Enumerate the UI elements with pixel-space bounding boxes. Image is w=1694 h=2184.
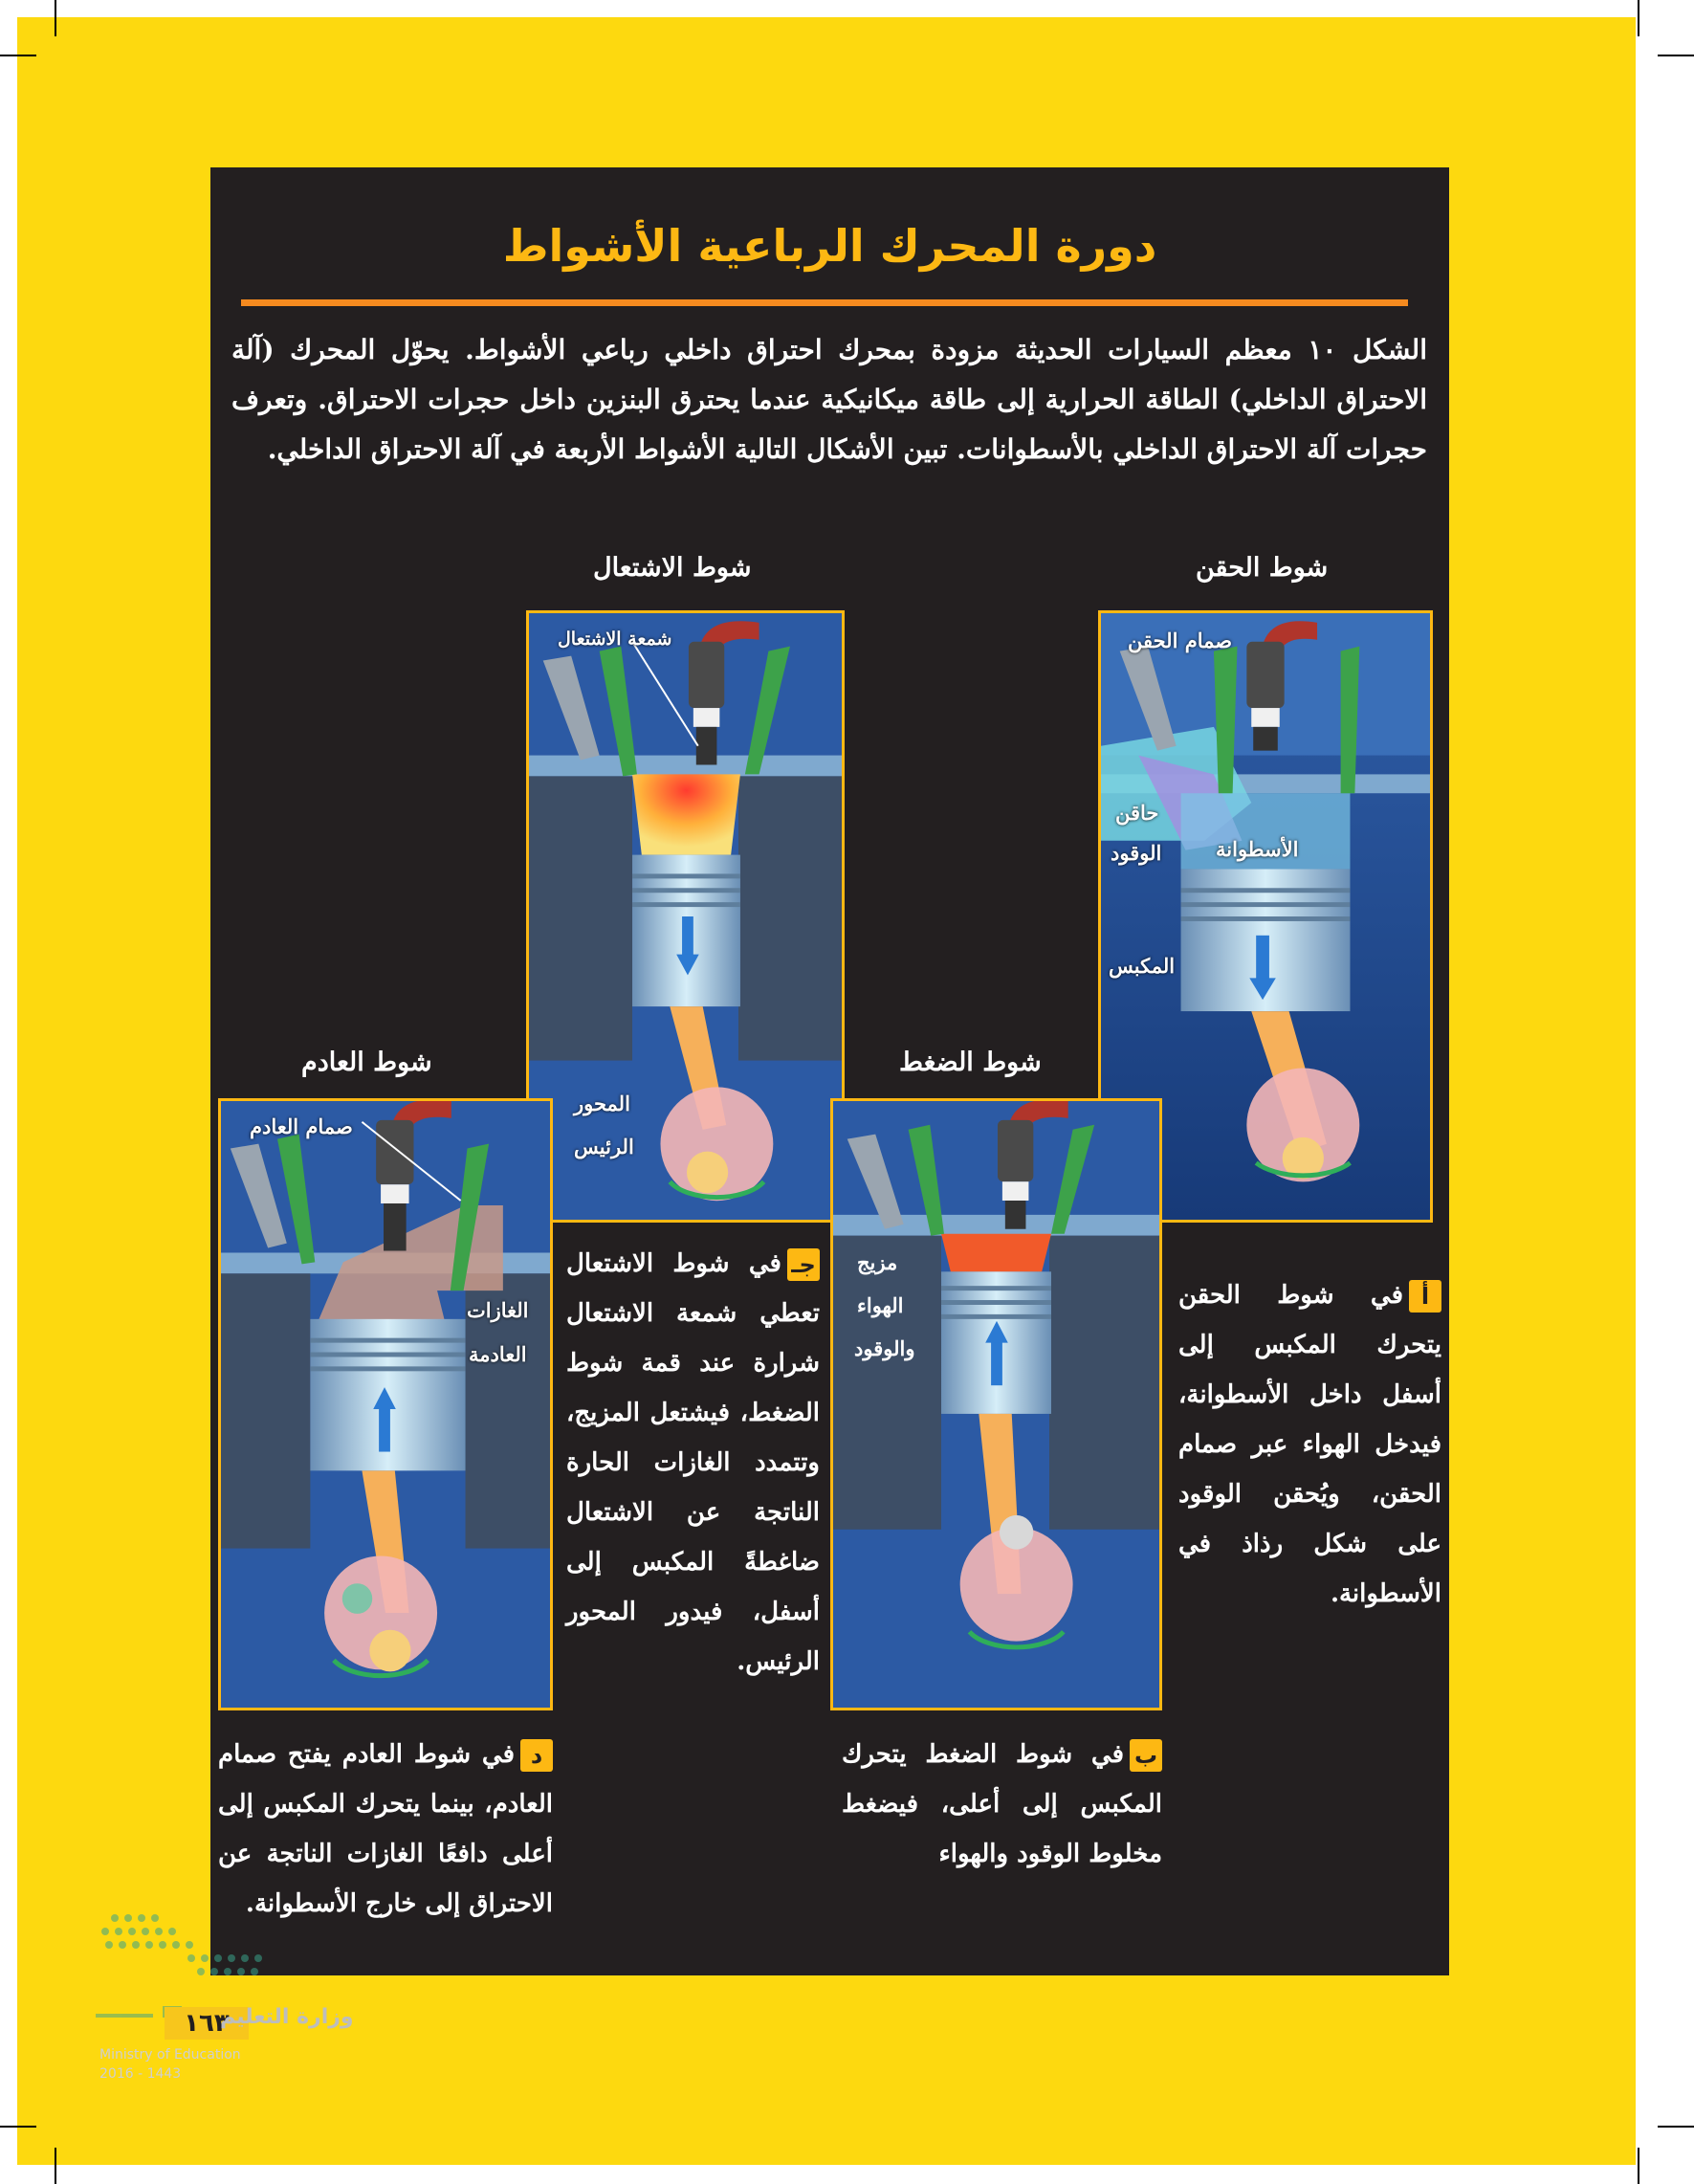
intake-caption-text: في شوط الحقن يتحرك المكبس إلى أسفل داخل الأسطوانة، فيدخل الهواء عبر صمام الحقن، ويُحقن الوقود على شكل رذاذ في الأسطوانة. [1178,1281,1441,1608]
exhaust-caption-badge: د [520,1739,553,1772]
compression-stroke-title: شوط الضغط [899,1048,1042,1077]
compression-caption-badge: ب [1130,1739,1162,1772]
crop-mark [1658,55,1694,56]
edition-year: 2016 - 1443 [99,2066,182,2082]
exhaust-engine-illustration [221,1101,550,1708]
crop-mark [1638,0,1639,36]
exhaust-stroke-diagram [218,1098,553,1710]
spark-plug-label: شمعة الاشتعال [558,629,672,650]
exhaust-caption-text: في شوط العادم يفتح صمام العادم، بينما يتحرك المكبس إلى أعلى دافعًا الغازات الناتجة عن الاحتراق إلى خارج الأسطوانة. [218,1740,553,1918]
exhaust-valve-label: صمام العادم [250,1114,353,1138]
crop-mark [1658,2126,1694,2128]
intake-stroke-title: شوط الحقن [1196,553,1329,583]
compression-stroke-diagram [830,1098,1162,1710]
intake-valve-label: صمام الحقن [1128,629,1233,652]
page-number: ١٦٣ [165,2007,249,2040]
cylinder-label: الأسطوانة [1216,837,1299,861]
power-stroke-title: شوط الاشتعال [593,553,752,583]
crop-mark [55,2148,56,2184]
power-caption-text: في شوط الاشتعال تعطي شمعة الاشتعال شرارة عند قمة شوط الضغط، فيشتعل المزيج، وتتمدد الغازات الحارة الناتجة عن الاشتعال ضاغطةً المكبس إلى أسفل، فيدور المحور الرئيس. [566,1249,820,1676]
air-fuel-mixture-label: مزيج [857,1250,898,1274]
crop-mark [0,55,36,56]
piston-label: المكبس [1109,954,1176,978]
crankshaft-label-2: الرئيس [574,1135,634,1158]
title-rule [241,299,1408,306]
crop-mark [1638,2148,1639,2184]
crop-mark [0,2126,36,2128]
compression-caption [842,1730,1162,1879]
fuel-injector-label-2: الوقود [1111,841,1162,865]
ministry-name-en: Ministry of Education [99,2047,241,2063]
compression-caption-text: في شوط الضغط يتحرك المكبس إلى أعلى، فيضغط مخلوط الوقود والهواء [842,1740,1162,1868]
power-caption [566,1239,820,1687]
exhaust-stroke-title: شوط العادم [301,1048,432,1077]
ministry-name: وزارة التعليم [220,2005,354,2029]
crop-mark [55,0,56,36]
content-panel [210,167,1449,1975]
power-caption-badge: جـ [787,1248,820,1281]
intake-caption [1178,1270,1441,1619]
page-title: دورة المحرك الرباعية الأشواط [502,220,1157,272]
intake-caption-badge: أ [1409,1280,1441,1313]
crankshaft-label: المحور [574,1092,630,1115]
compression-engine-illustration [833,1101,1159,1708]
fuel-injector-label: حاقن [1115,801,1159,825]
air-fuel-mixture-label-2: الهواء [857,1293,904,1317]
air-fuel-mixture-label-3: والوقود [854,1336,915,1360]
intro-paragraph: الشكل ١٠ معظم السيارات الحديثة مزودة بمحرك احتراق داخلي رباعي الأشواط. يحوّل المحرك (آلة الاحتراق الداخلي) الطاقة الحرارية إلى طاقة ميكانيكية عندما يحترق البنزين داخل حجرات الاحتراق. وتعرف حجرات آلة الاحتراق الداخلي بالأسطوانات. تبين الأشكال التالية الأشواط الأربعة في آلة الاحتراق الداخلي. [231,334,1427,465]
exhaust-gases-label-2: العادمة [469,1342,527,1366]
exhaust-gases-label: الغازات [467,1298,529,1322]
